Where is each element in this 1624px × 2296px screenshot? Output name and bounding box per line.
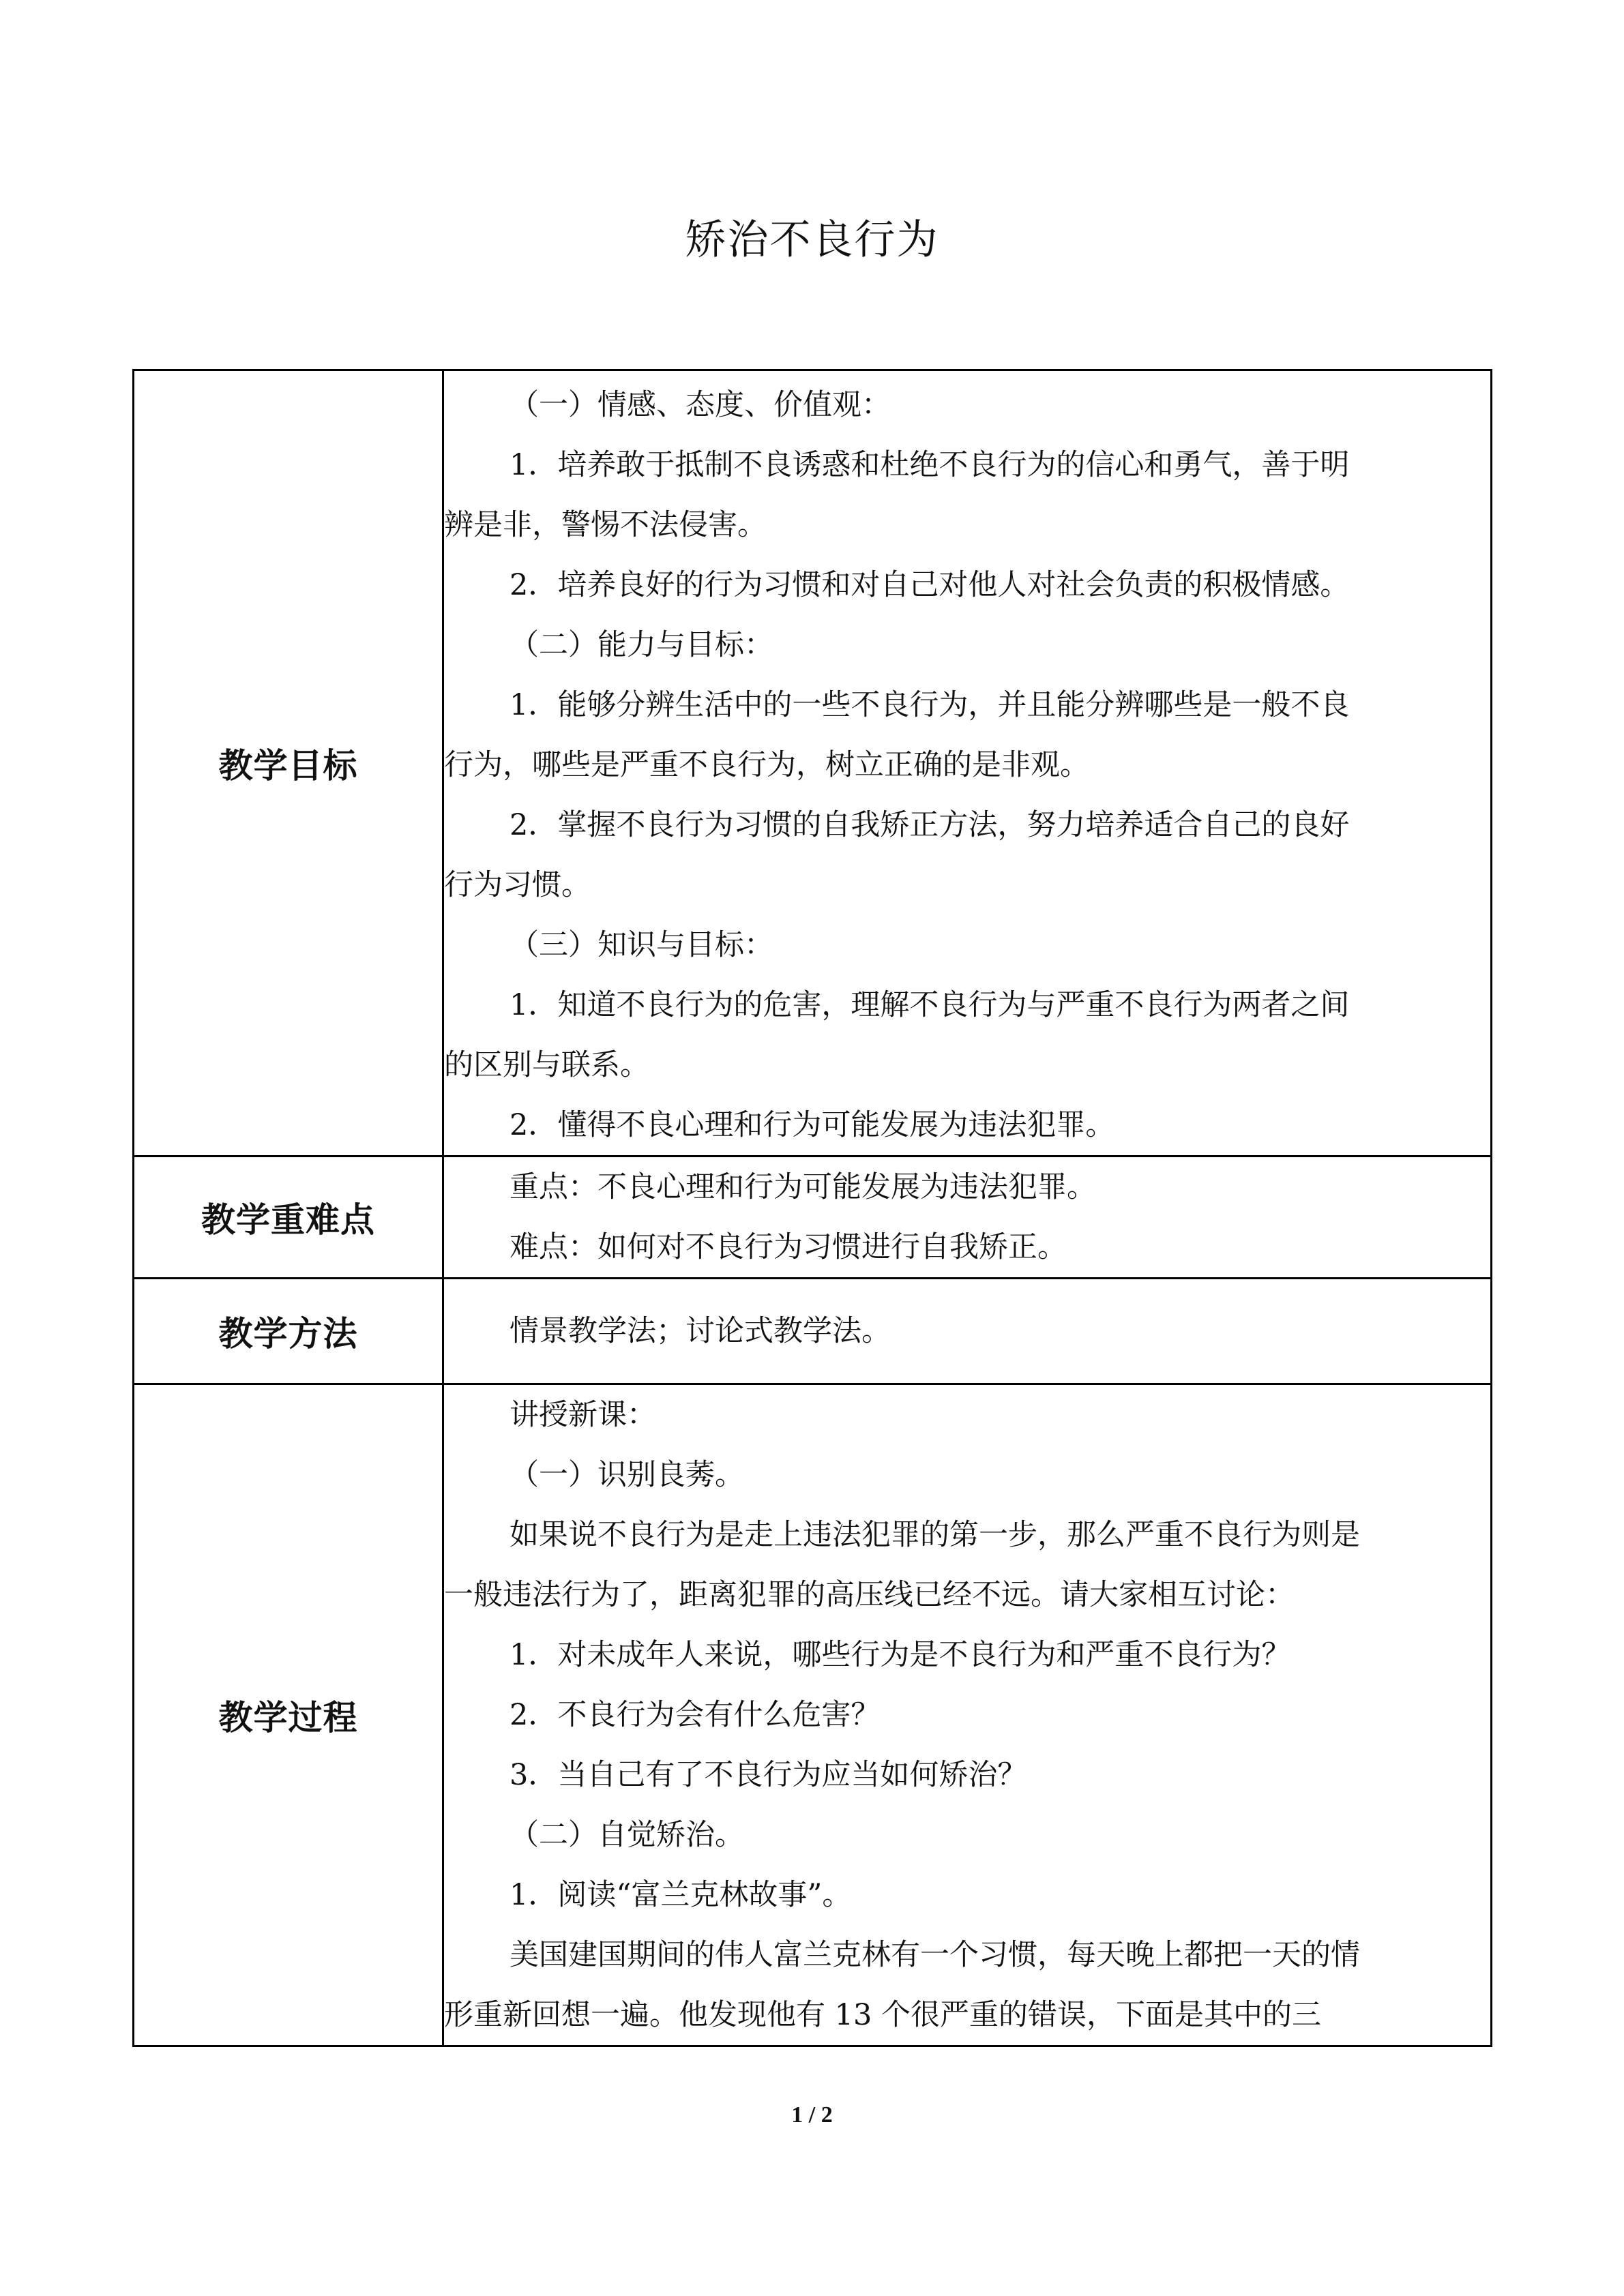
text-line: 情景教学法；讨论式教学法。	[510, 1314, 891, 1348]
text-line: 1．对未成年人来说，哪些行为是不良行为和严重不良行为？	[510, 1638, 1291, 1672]
text-line: （二）自觉矫治。	[510, 1818, 744, 1852]
text-line: 的区别与联系。	[444, 1048, 649, 1082]
table-row-goals	[134, 370, 1492, 1157]
text-line: 2．不良行为会有什么危害？	[510, 1698, 881, 1732]
text-line: 1．培养敢于抵制不良诱惑和杜绝不良行为的信心和勇气，善于明	[510, 448, 1350, 482]
process-content	[443, 1384, 1492, 2046]
text-line: （一）情感、态度、价值观：	[510, 388, 891, 422]
text-line: 如果说不良行为是走上违法犯罪的第一步，那么严重不良行为则是	[510, 1518, 1360, 1552]
text-line: 难点：如何对不良行为习惯进行自我矫正。	[510, 1230, 1067, 1264]
text-line: 辨是非，警惕不法侵害。	[444, 508, 767, 542]
text-line: 讲授新课：	[510, 1398, 656, 1432]
text-line: 行为习惯。	[444, 868, 591, 902]
table-row-key-points	[134, 1157, 1492, 1279]
text-line: 2．培养良好的行为习惯和对自己对他人对社会负责的积极情感。	[510, 568, 1350, 602]
text-line: 美国建国期间的伟人富兰克林有一个习惯，每天晚上都把一天的情	[510, 1938, 1360, 1972]
key-points-label: 教学重难点	[134, 1157, 443, 1279]
methods-content	[443, 1279, 1492, 1384]
page-number: 1 / 2	[791, 2102, 833, 2128]
text-line: 1．能够分辨生活中的一些不良行为，并且能分辨哪些是一般不良	[510, 688, 1350, 722]
process-label: 教学过程	[134, 1384, 443, 2046]
methods-label: 教学方法	[134, 1279, 443, 1384]
goals-content	[443, 370, 1492, 1157]
text-line: 重点：不良心理和行为可能发展为违法犯罪。	[510, 1170, 1096, 1204]
text-line: 1．阅读“富兰克林故事”。	[510, 1878, 852, 1912]
table-row-methods	[134, 1279, 1492, 1384]
text-line: 行为，哪些是严重不良行为，树立正确的是非观。	[444, 748, 1089, 782]
text-line: 2．懂得不良心理和行为可能发展为违法犯罪。	[510, 1108, 1115, 1142]
key-points-content	[443, 1157, 1492, 1279]
text-line: 一般违法行为了，距离犯罪的高压线已经不远。请大家相互讨论：	[444, 1578, 1295, 1612]
text-line: 形重新回想一遍。他发现他有 13 个很严重的错误，下面是其中的三	[444, 1998, 1322, 2032]
lesson-plan-table	[132, 369, 1492, 2047]
text-line: （二）能力与目标：	[510, 628, 773, 662]
text-line: 1．知道不良行为的危害，理解不良行为与严重不良行为两者之间	[510, 988, 1350, 1022]
text-line: （一）识别良莠。	[510, 1458, 744, 1492]
text-line: 3．当自己有了不良行为应当如何矫治？	[510, 1758, 1027, 1792]
table-row-process	[134, 1384, 1492, 2046]
page-title: 矫治不良行为	[685, 216, 939, 264]
text-line: （三）知识与目标：	[510, 928, 773, 962]
text-line: 2．掌握不良行为习惯的自我矫正方法，努力培养适合自己的良好	[510, 808, 1350, 842]
goals-label: 教学目标	[134, 370, 443, 1157]
